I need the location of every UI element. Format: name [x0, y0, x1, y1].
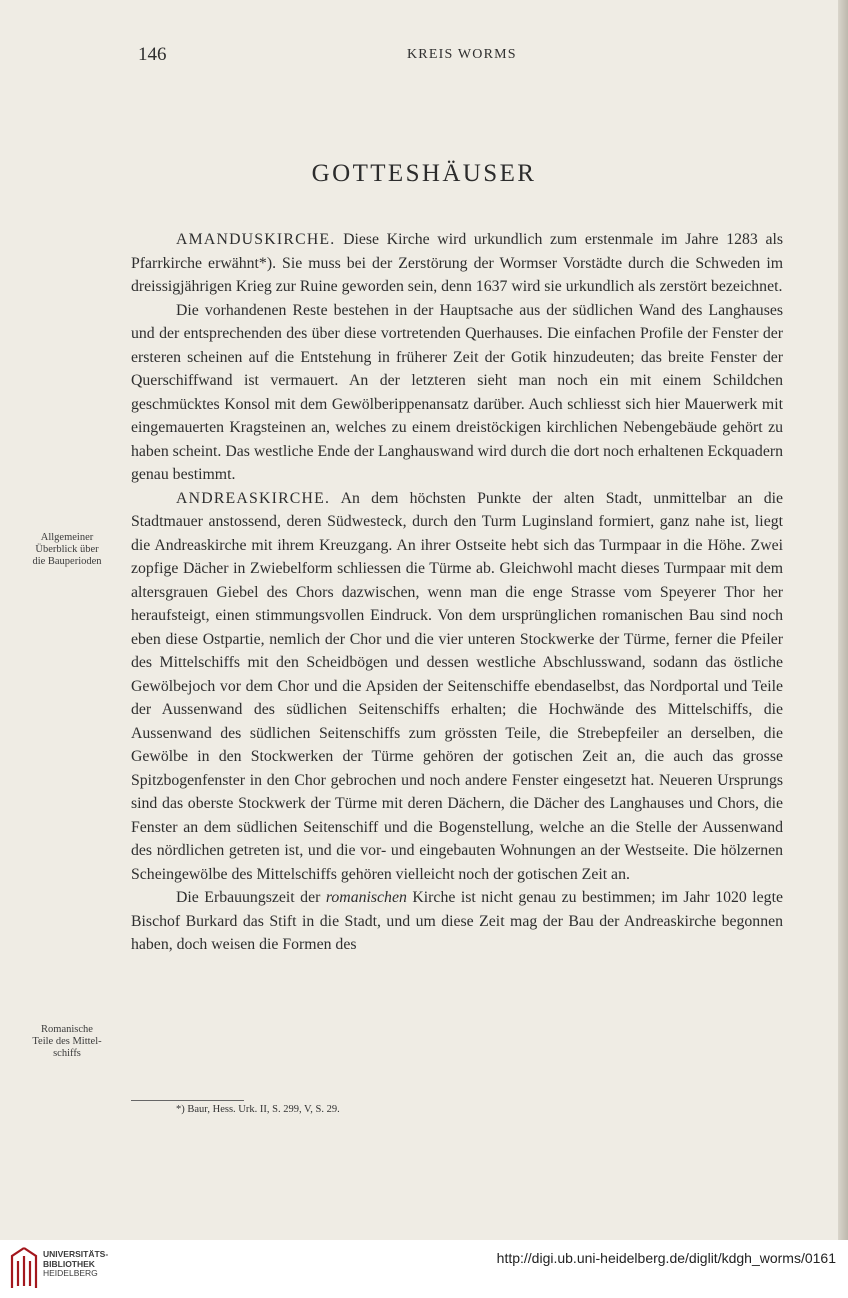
paragraph-text: An dem höchsten Punkte der alten Stadt, unmittelbar an die Stadtmauer anstossend, deren Südwesteck, durch den Turm Luginsland formiert, ganz nahe ist, liegt die Andreaskirche mit ihrem Kreuzgang. An ihrer Ostseite hebt sich das Turmpaar in die Höhe. Zwei zopfige Dächer in Zwiebelform schliessen die Türme ab. Gleichwohl macht dieses Turmpaar mit dem altersgrauen Giebel des Chors dazwischen, wenn man die enge Strasse vom Speyerer Thor her heraufsteigt, einen stimmungsvollen Eindruck. Von dem ursprünglichen romanischen Bau sind noch eben diese Ostpartie, nemlich der Chor und die vier unteren Stockwerke der Türme, ferner die Pfeiler des Mittelschiffs mit den Scheidbögen und dessen westliche Abschlusswand, sodann das östliche Gewölbejoch vor dem Chor und die Apsiden der Seitenschiffe ebendaselbst, das Nordportal und Teile der Aussenwand des südlichen Seitenschiffs erhalten; die Hochwände des Mittelschiffs, die Aussenwand des südlichen Seitenschiffs zum grössten Teile, die Strebepfeiler an derselben, die Gewölbe in den Stockwerken der Türme gehören der gotischen Zeit an, die auch das grosse Spitzbogenfenster in den Chor gebrochen und noch andere Fenster eingesetzt hat. Neueren Ursprungs sind das oberste Stockwerk der Türme mit deren Dächern, die Dächer des Langhauses und Chors, die Fenster an dem südlichen Seitenschiff und die Bogenstellung, welche an die Stelle der Aussenwand des nördlichen getreten ist, und die vor- und eingebauten Wohnungen an der Westseite. Die hölzernen Scheingewölbe des Mittelschiffs gehören vielleicht noch der gotischen Zeit an. [131, 489, 783, 883]
paragraph-text: Die Erbauungszeit der [176, 889, 326, 906]
paragraph-lead: AMANDUSKIRCHE. [176, 231, 336, 248]
page-header [0, 44, 848, 68]
library-name [43, 1250, 108, 1279]
page-number: 146 [138, 44, 167, 65]
library-footer [0, 1240, 848, 1298]
sidenote-line: die Bauperioden [32, 556, 102, 567]
library-name-line: BIBLIOTHEK [43, 1258, 95, 1269]
footnote-divider [131, 1100, 244, 1101]
paragraph-erbauungszeit [131, 886, 783, 957]
paragraph-andreaskirche [131, 487, 783, 887]
emphasis-romanischen: romanischen [325, 889, 407, 906]
paragraph-text: Kirche ist nicht genau zu bestimmen; im Jahr 1020 legte Bischof Burkard das Stift in die Stadt, und um diese Zeit mag der Bau der Andreaskirche begonnen haben, doch weisen die Formen des [131, 889, 783, 953]
footnote: *) Baur, Hess. Urk. II, S. 299, V, S. 29. [176, 1104, 340, 1115]
sidenote-line: Überblick über [35, 544, 99, 555]
source-url-link[interactable]: http://digi.ub.uni-heidelberg.de/diglit/kdgh_worms/0161 [496, 1250, 836, 1266]
body-text [131, 228, 783, 957]
paragraph-reste [131, 299, 783, 487]
library-name-line: HEIDELBERG [43, 1268, 98, 1278]
paragraph-lead: ANDREASKIRCHE. [176, 489, 331, 507]
paragraph-text: Die vorhandenen Reste bestehen in der Hauptsache aus der südlichen Wand des Langhauses und der entsprechenden des über diese vortretenden Querhauses. Die einfachen Profile der Fenster der ersteren scheinen auf die Entstehung in früherer Zeit der Gotik hinzudeuten; das breite Fenster der Querschiffwand ist vermauert. An der letzteren sieht man noch ein mit einem Schildchen geschmücktes Konsol mit dem Gewölberippenansatz darüber. Auch schliesst sich hier Mauerwerk mit eingemauerten Kragsteinen an, welches zu einem dreistöckigen kirchlichen Nebengebäude gehört zu haben scheint. Das westliche Ende der Langhauswand wird durch die dort noch erhaltenen Eckquadern genau bestimmt. [131, 301, 783, 483]
paragraph-amanduskirche [131, 228, 783, 299]
sidenote-line: Allgemeiner [40, 532, 94, 543]
sidenote-line: Romanische [41, 1024, 93, 1035]
paragraph-text: Diese Kirche wird urkundlich zum erstenmale im Jahre 1283 als Pfarrkirche erwähnt*). Sie muss bei der Zerstörung der Wormser Vorstädte durch die Schweden im dreissigjährigen Krieg zur Ruine geworden sein, denn 1637 wird sie urkundlich als zerstört bezeichnet. [131, 231, 783, 295]
university-library-logo-icon[interactable] [8, 1246, 40, 1290]
sidenote-line: Teile des Mittel- [32, 1036, 102, 1047]
running-title: KREIS WORMS [407, 47, 517, 62]
sidenote-bauperioden [6, 532, 128, 568]
section-title: GOTTESHÄUSER [311, 160, 537, 187]
sidenote-line: schiffs [53, 1048, 81, 1059]
library-name-line: UNIVERSITÄTS- [43, 1249, 109, 1259]
sidenote-mittelschiff [6, 1024, 128, 1060]
